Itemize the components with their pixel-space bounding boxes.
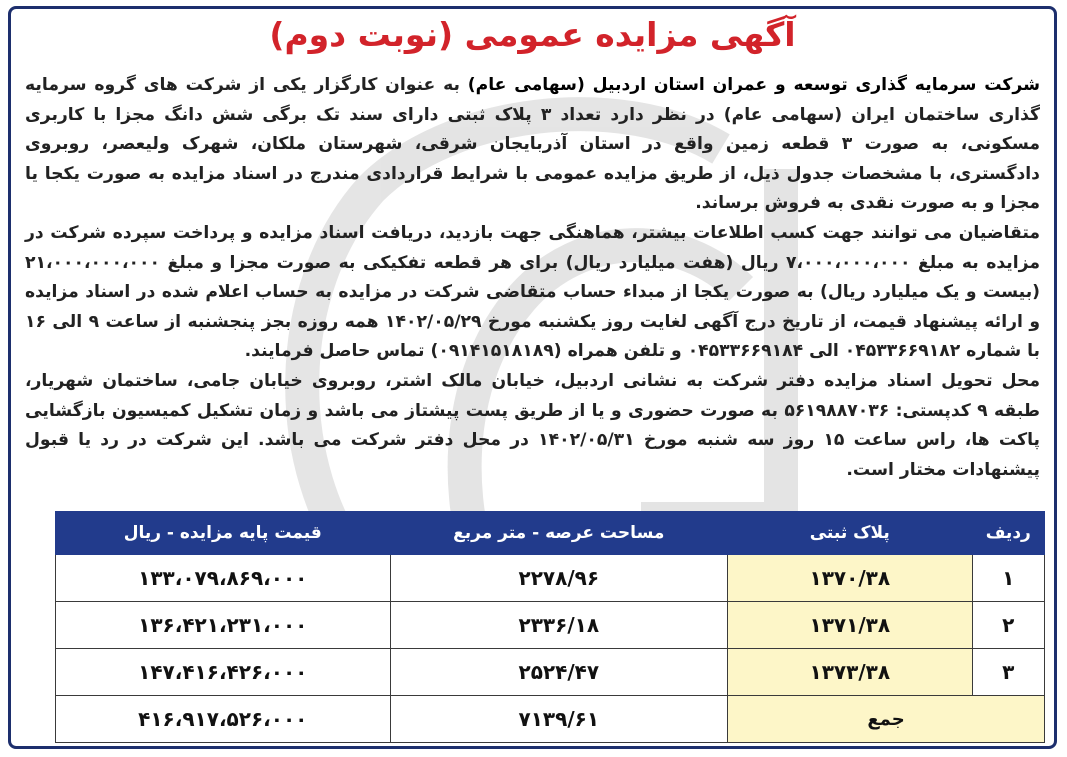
table-total-row [56,696,1045,743]
paragraph-deposit: متقاضیان می توانند جهت کسب اطلاعات بیشتر، هماهنگی جهت بازدید، دریافت اسناد مزایده و پرداخت سپرده شرکت در مزایده به مبلغ ۷،۰۰۰،۰۰۰،۰۰۰ ریال (هفت میلیارد ریال) برای هر قطعه تفکیکی به صورت مجزا و مبلغ ۲۱،۰۰۰،۰۰۰،۰۰۰ (بیست و یک میلیارد ریال) به صورت یکجا از مبداء حساب متقاضی شرکت در مزایده به حساب اعلام شده در اسناد مزایده و ارائه پیشنهاد قیمت، از تاریخ درج آگهی لغایت روز یکشنبه مورخ ۱۴۰۲/۰۵/۲۹ همه روزه بجز پنجشنبه از ساعت ۹ الی ۱۶ با شماره ۰۴۵۳۳۶۶۹۱۸۲ الی ۰۴۵۳۳۶۶۹۱۸۴ و تلفن همراه (۰۹۱۴۱۵۱۸۱۸۹) تماس حاصل فرمایند. [25,222,1041,362]
cell-area: ۲۲۷۸/۹۶ [390,555,728,602]
auction-table [55,511,1045,743]
company-name: شرکت سرمایه گذاری توسعه و عمران استان اردبیل (سهامی عام) [467,75,1040,95]
cell-price: ۱۳۳،۰۷۹،۸۶۹،۰۰۰ [56,555,391,602]
header-price: قیمت پایه مزایده - ریال [56,512,391,555]
table-row [56,555,1045,602]
paragraph-intro-text: به عنوان کارگزار یکی از شرکت های گروه سرمایه گذاری ساختمان ایران (سهامی عام) در نظر دارد تعداد ۳ پلاک ثبتی دارای سند تک برگی شش دانگ مجزا با کاربری مسکونی، به صورت ۳ قطعه زمین واقع در استان آذربایجان شرقی، شهرستان ملکان، شهرک ولیعصر، روبروی دادگستری، با مشخصات جدول ذیل، از طریق مزایده عمومی با شرایط قراردادی مندرج در اسناد مزایده به صورت یکجا یا مجزا و به صورت نقدی به فروش برساند. [25,75,1041,214]
cell-total-label: جمع [728,696,1045,743]
cell-plate: ۱۳۷۰/۳۸ [728,555,973,602]
paragraph-intro [25,71,1040,219]
paragraph-delivery: محل تحویل اسناد مزایده دفتر شرکت به نشانی اردبیل، خیابان مالک اشتر، روبروی خیابان جامی، ساختمان شهریار، طبقه ۹ کدپستی: ۵۶۱۹۸۸۷۰۳۶ به صورت حضوری و یا از طریق پست پیشتاز می باشد و زمان تشکیل کمیسیون بازگشایی پاکت ها، راس ساعت ۱۵ روز سه شنبه مورخ ۱۴۰۲/۰۵/۳۱ در محل دفتر شرکت می باشد. این شرکت در رد یا قبول پیشنهادات مختار است. [25,370,1040,480]
cell-area: ۲۳۳۶/۱۸ [390,602,728,649]
table-row [56,602,1045,649]
notice-frame [8,6,1057,749]
cell-area: ۲۵۲۴/۴۷ [390,649,728,696]
table-row [56,649,1045,696]
header-row-number: ردیف [972,512,1044,555]
table-header-row [56,512,1045,555]
cell-price: ۱۴۷،۴۱۶،۴۲۶،۰۰۰ [56,649,391,696]
cell-row-number: ۱ [972,555,1044,602]
cell-plate: ۱۳۷۱/۳۸ [728,602,973,649]
notice-title: آگهی مزایده عمومی (نوبت دوم) [269,15,796,54]
header-area: مساحت عرصه - متر مربع [390,512,728,555]
notice-body [25,71,1040,485]
cell-total-price: ۴۱۶،۹۱۷،۵۲۶،۰۰۰ [56,696,391,743]
cell-row-number: ۲ [972,602,1044,649]
cell-price: ۱۳۶،۴۲۱،۲۳۱،۰۰۰ [56,602,391,649]
cell-total-area: ۷۱۳۹/۶۱ [390,696,728,743]
header-plate: پلاک ثبتی [728,512,973,555]
cell-row-number: ۳ [972,649,1044,696]
cell-plate: ۱۳۷۳/۳۸ [728,649,973,696]
